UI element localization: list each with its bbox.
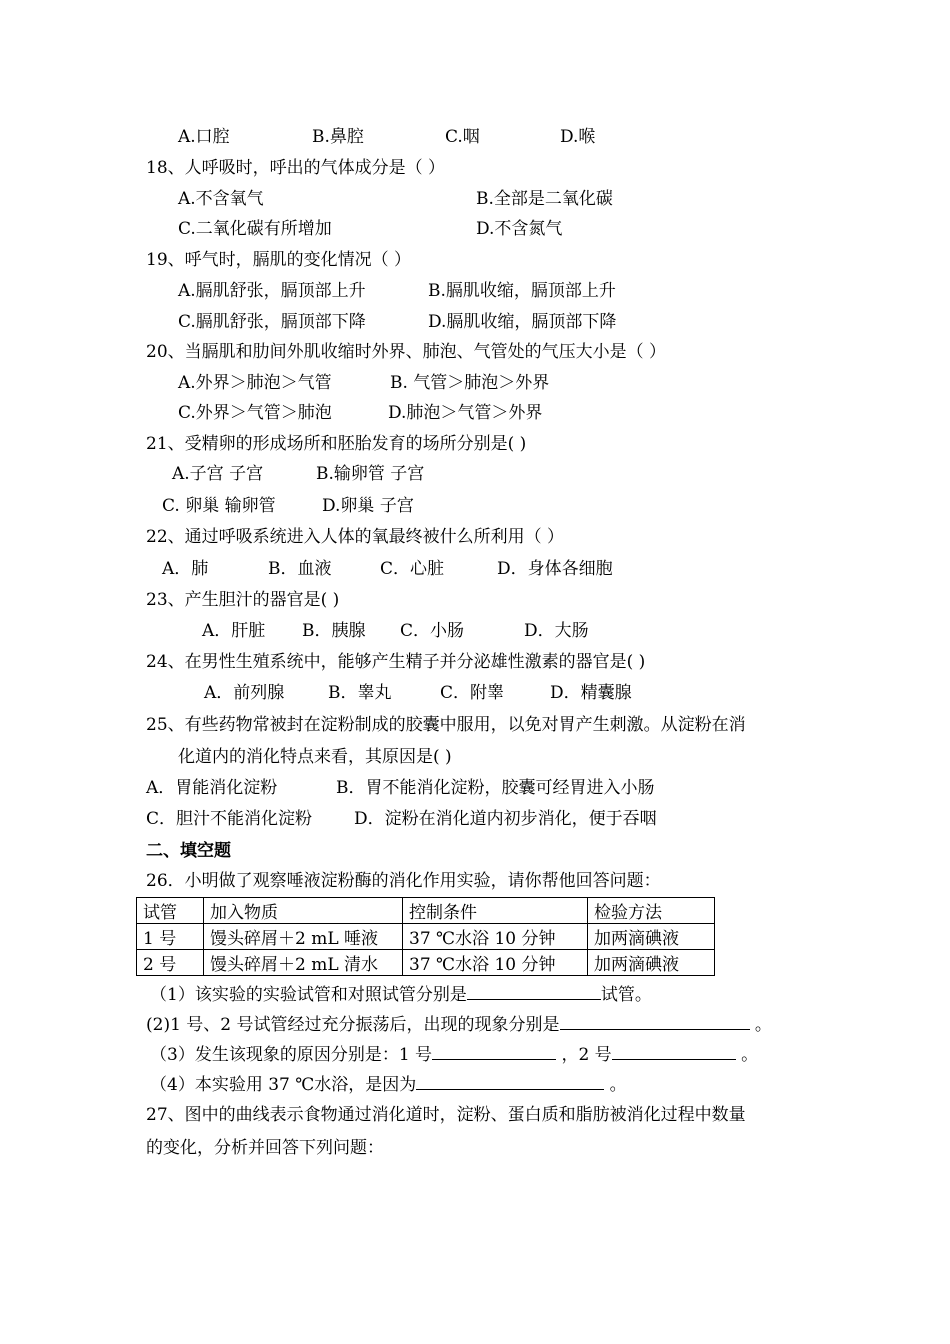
table-cell: 馒头碎屑＋2 mL 清水 [204, 950, 403, 976]
q26-part1 [150, 983, 652, 1006]
q26-part3 [150, 1043, 758, 1066]
q19-option-c: C.膈肌舒张，膈顶部下降 [178, 312, 366, 332]
answer-blank[interactable] [612, 1043, 736, 1060]
q22-option-c: C．心脏 [380, 559, 445, 579]
q19-option-b: B.膈肌收缩，膈顶部上升 [428, 281, 616, 301]
q27-line2: 的变化，分析并回答下列问题： [146, 1138, 384, 1158]
q21-stem: 21、受精卵的形成场所和胚胎发育的场所分别是( ) [146, 434, 527, 454]
table-header-cell: 检验方法 [588, 898, 715, 924]
table-header-cell: 试管 [137, 898, 204, 924]
q20-option-c: C.外界＞气管＞肺泡 [178, 403, 332, 423]
table-cell: 馒头碎屑＋2 mL 唾液 [204, 924, 403, 950]
q23-option-c: C．小肠 [400, 621, 465, 641]
q22-option-b: B．血液 [268, 559, 332, 579]
q17-option-b: B.鼻腔 [312, 127, 364, 147]
q21-option-a: A.子宫 子宫 [172, 464, 264, 484]
q22-option-a: A．肺 [162, 559, 209, 579]
table-cell: 37 ℃水浴 10 分钟 [403, 950, 588, 976]
q26-part3-text: （3）发生该现象的原因分别是：1 号 [150, 1045, 433, 1065]
q22-option-d: D．身体各细胞 [497, 559, 613, 579]
table-row [137, 924, 715, 950]
answer-blank[interactable] [432, 1043, 556, 1060]
q25-option-a: A．胃能消化淀粉 [146, 778, 278, 798]
q19-option-a: A.膈肌舒张，膈顶部上升 [178, 281, 366, 301]
q26-part1-text: （1）该实验的实验试管和对照试管分别是 [150, 985, 467, 1005]
q26-part2-suffix: 。 [749, 1015, 772, 1035]
q20-option-b: B. 气管＞肺泡＞外界 [390, 373, 550, 393]
table-cell: 2 号 [137, 950, 204, 976]
q20-option-a: A.外界＞肺泡＞气管 [178, 373, 332, 393]
q17-option-a: A.口腔 [178, 127, 230, 147]
q21-option-c: C. 卵巢 输卵管 [162, 496, 276, 516]
q25-stem-line1: 25、有些药物常被封在淀粉制成的胶囊中服用，以免对胃产生刺激。从淀粉在消 [146, 715, 746, 735]
q26-part2-text: (2)1 号、2 号试管经过充分振荡后，出现的现象分别是 [146, 1015, 560, 1035]
table-header-cell: 控制条件 [403, 898, 588, 924]
q18-stem: 18、人呼吸时，呼出的气体成分是（ ） [146, 158, 446, 178]
q26-stem: 26．小明做了观察唾液淀粉酶的消化作用实验，请你帮他回答问题： [146, 871, 661, 891]
q26-part3-mid: ，2 号 [556, 1045, 612, 1065]
q17-option-d: D.喉 [560, 127, 596, 147]
q19-option-d: D.膈肌收缩，膈顶部下降 [428, 312, 617, 332]
q26-part4-text: （4）本实验用 37 ℃水浴，是因为 [150, 1075, 417, 1095]
table-cell: 1 号 [137, 924, 204, 950]
q19-stem: 19、呼气时，膈肌的变化情况（ ） [146, 250, 412, 270]
answer-blank[interactable] [467, 983, 601, 1000]
q27-line1: 27、图中的曲线表示食物通过消化道时，淀粉、蛋白质和脂肪被消化过程中数量 [146, 1105, 746, 1125]
q17-option-c: C.咽 [445, 127, 480, 147]
table-cell: 37 ℃水浴 10 分钟 [403, 924, 588, 950]
q24-option-c: C．附睾 [440, 683, 505, 703]
q25-option-c: C．胆汁不能消化淀粉 [146, 809, 313, 829]
q24-option-d: D．精囊腺 [550, 683, 632, 703]
q26-part1-suffix: 试管。 [600, 985, 652, 1005]
q24-option-a: A．前列腺 [204, 683, 285, 703]
q20-stem: 20、当膈肌和肋间外肌收缩时外界、肺泡、气管处的气压大小是（ ） [146, 342, 667, 362]
q25-option-d: D．淀粉在消化道内初步消化，便于吞咽 [354, 809, 657, 829]
q26-part2 [146, 1013, 772, 1036]
q18-option-c: C.二氧化碳有所增加 [178, 219, 332, 239]
q25-option-b: B．胃不能消化淀粉，胶囊可经胃进入小肠 [336, 778, 655, 798]
table-row [137, 950, 715, 976]
q23-stem: 23、产生胆汁的器官是( ) [146, 590, 340, 610]
q24-stem: 24、在男性生殖系统中，能够产生精子并分泌雄性激素的器官是( ) [146, 652, 646, 672]
table-header-cell: 加入物质 [204, 898, 403, 924]
q21-option-d: D.卵巢 子宫 [322, 496, 414, 516]
section-heading: 二、填空题 [146, 841, 231, 861]
q18-option-a: A.不含氧气 [178, 189, 264, 209]
q18-option-b: B.全部是二氧化碳 [476, 189, 613, 209]
q23-option-a: A．肝脏 [202, 621, 266, 641]
q23-option-b: B．胰腺 [302, 621, 366, 641]
q23-option-d: D．大肠 [524, 621, 589, 641]
q21-option-b: B.输卵管 子宫 [316, 464, 425, 484]
table-header-row [137, 898, 715, 924]
q26-part3-suffix: 。 [735, 1045, 759, 1065]
q22-stem: 22、通过呼吸系统进入人体的氧最终被什么所利用（ ） [146, 527, 565, 547]
table-cell: 加两滴碘液 [588, 924, 715, 950]
q26-part4-suffix: 。 [604, 1075, 627, 1095]
table-cell: 加两滴碘液 [588, 950, 715, 976]
q18-option-d: D.不含氮气 [476, 219, 563, 239]
experiment-table [136, 897, 715, 976]
q25-stem-line2: 化道内的消化特点来看，其原因是( ) [178, 747, 452, 767]
q24-option-b: B．睾丸 [328, 683, 392, 703]
q26-part4 [150, 1073, 627, 1096]
q20-option-d: D.肺泡＞气管＞外界 [388, 403, 543, 423]
answer-blank[interactable] [560, 1013, 750, 1030]
answer-blank[interactable] [416, 1073, 604, 1090]
